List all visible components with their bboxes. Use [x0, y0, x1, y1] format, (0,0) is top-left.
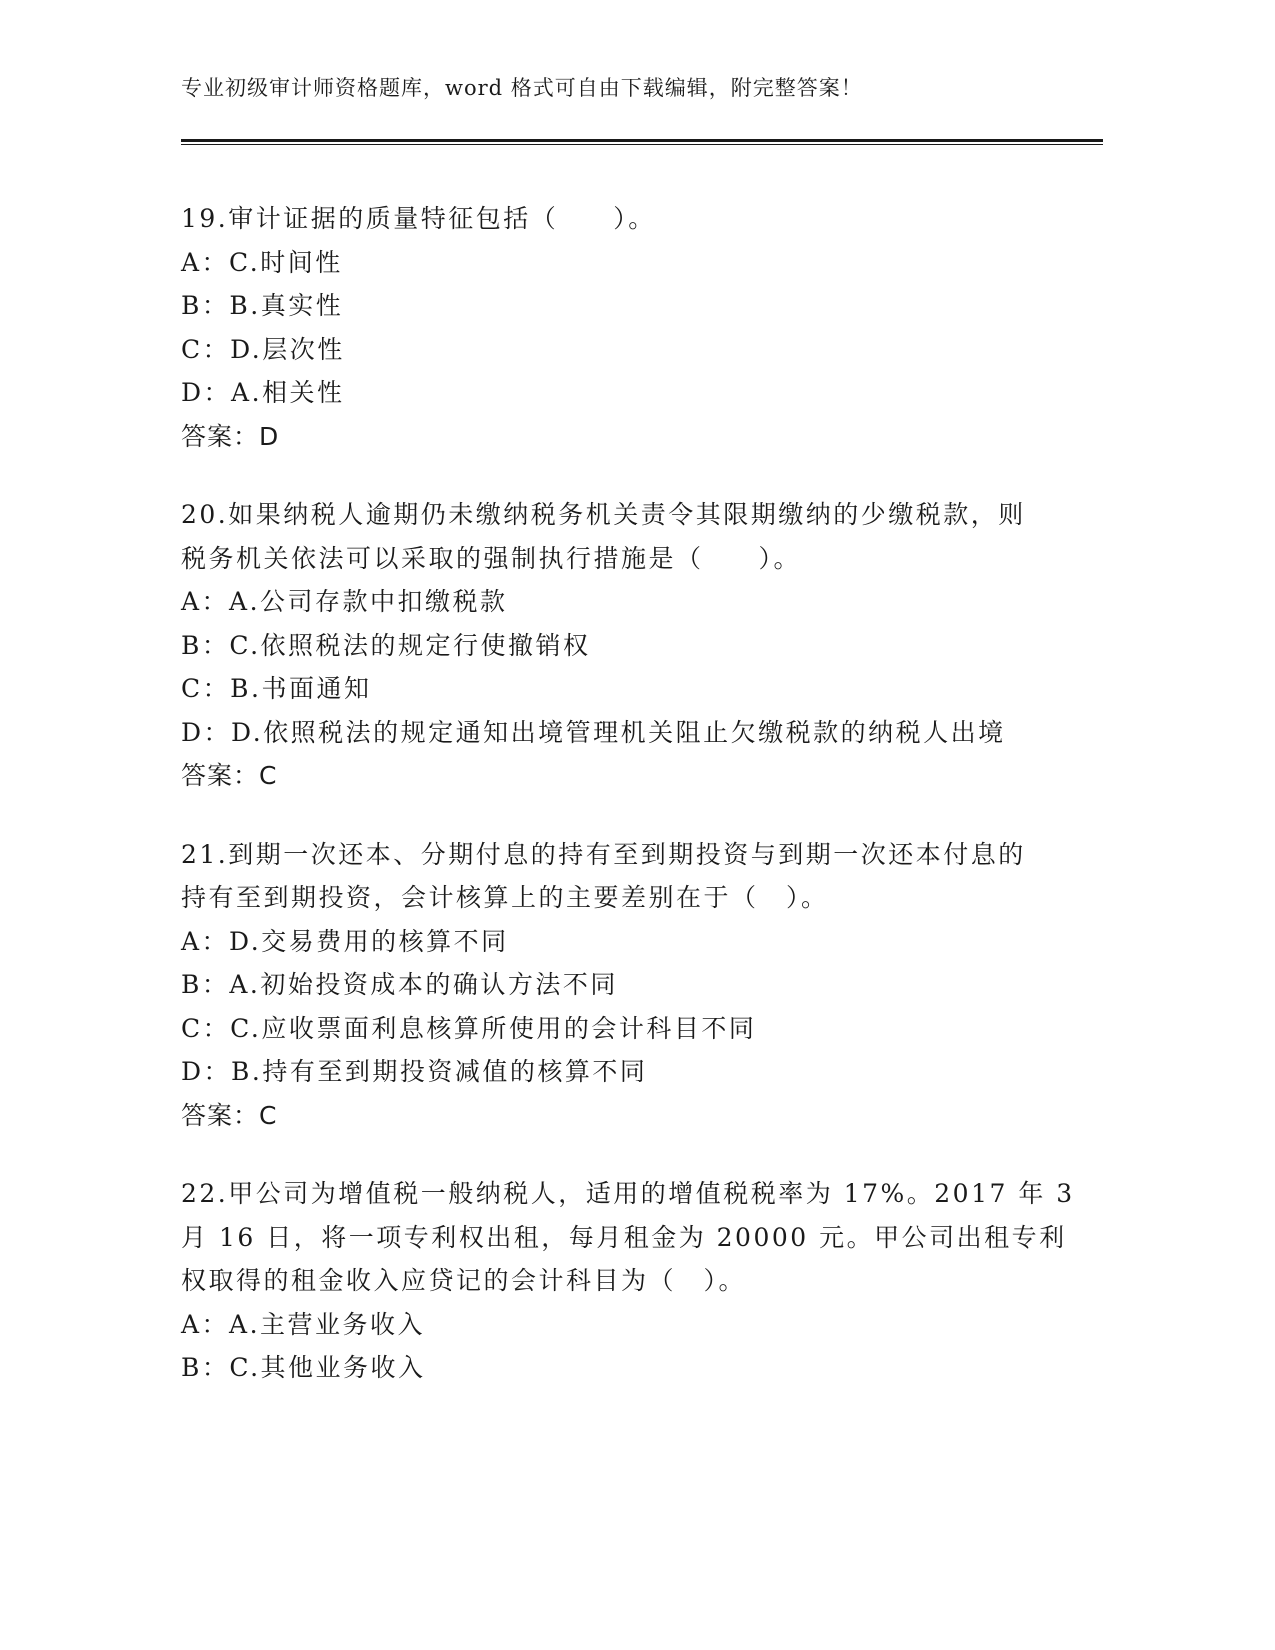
question-stem: 税务机关依法可以采取的强制执行措施是（ ）。 — [181, 543, 802, 573]
option-a: A：C.时间性 — [181, 247, 343, 277]
header-rule-thin — [181, 144, 1103, 145]
option-a: A：A.公司存款中扣缴税款 — [181, 587, 508, 616]
question-stem: 19.审计证据的质量特征包括（ ）。 — [181, 204, 656, 233]
option-b: B：B.真实性 — [181, 291, 344, 320]
question-19 — [181, 197, 1041, 458]
question-list — [181, 197, 1075, 1425]
answer-line: 答案：D — [181, 421, 280, 451]
answer-line: 答案：C — [181, 1100, 278, 1130]
question-21 — [181, 833, 1041, 1138]
question-stem: 月 16 日，将一项专利权出租，每月租金为 20000 元。甲公司出租专利 — [181, 1222, 1067, 1252]
question-20 — [181, 493, 1041, 798]
option-c: C：B.书面通知 — [181, 674, 372, 703]
question-stem: 20.如果纳税人逾期仍未缴纳税务机关责令其限期缴纳的少缴税款，则 — [181, 500, 1026, 529]
option-b: B：A.初始投资成本的确认方法不同 — [181, 970, 618, 999]
option-d: D：D.依照税法的规定通知出境管理机关阻止欠缴税款的纳税人出境 — [181, 717, 1006, 747]
option-d: D：B.持有至到期投资减值的核算不同 — [181, 1057, 648, 1086]
option-a: A：D.交易费用的核算不同 — [181, 926, 509, 956]
answer-line: 答案：C — [181, 761, 278, 790]
option-a: A：A.主营业务收入 — [181, 1309, 426, 1339]
option-b: B：C.其他业务收入 — [181, 1353, 426, 1382]
option-c: C：D.层次性 — [181, 334, 345, 364]
question-stem: 持有至到期投资，会计核算上的主要差别在于（ ）。 — [181, 883, 829, 912]
question-22 — [181, 1172, 1075, 1390]
question-stem: 21.到期一次还本、分期付息的持有至到期投资与到期一次还本付息的 — [181, 839, 1026, 869]
option-d: D：A.相关性 — [181, 378, 345, 407]
question-stem: 22.甲公司为增值税一般纳税人，适用的增值税税率为 17%。2017 年 3 — [181, 1179, 1075, 1208]
page-header: 专业初级审计师资格题库，word 格式可自由下载编辑，附完整答案！ — [181, 76, 863, 100]
question-stem: 权取得的租金收入应贷记的会计科目为（ ）。 — [181, 1266, 747, 1295]
option-c: C：C.应收票面利息核算所使用的会计科目不同 — [181, 1013, 757, 1043]
option-b: B：C.依照税法的规定行使撤销权 — [181, 630, 591, 660]
header-rule-thick — [181, 139, 1103, 142]
